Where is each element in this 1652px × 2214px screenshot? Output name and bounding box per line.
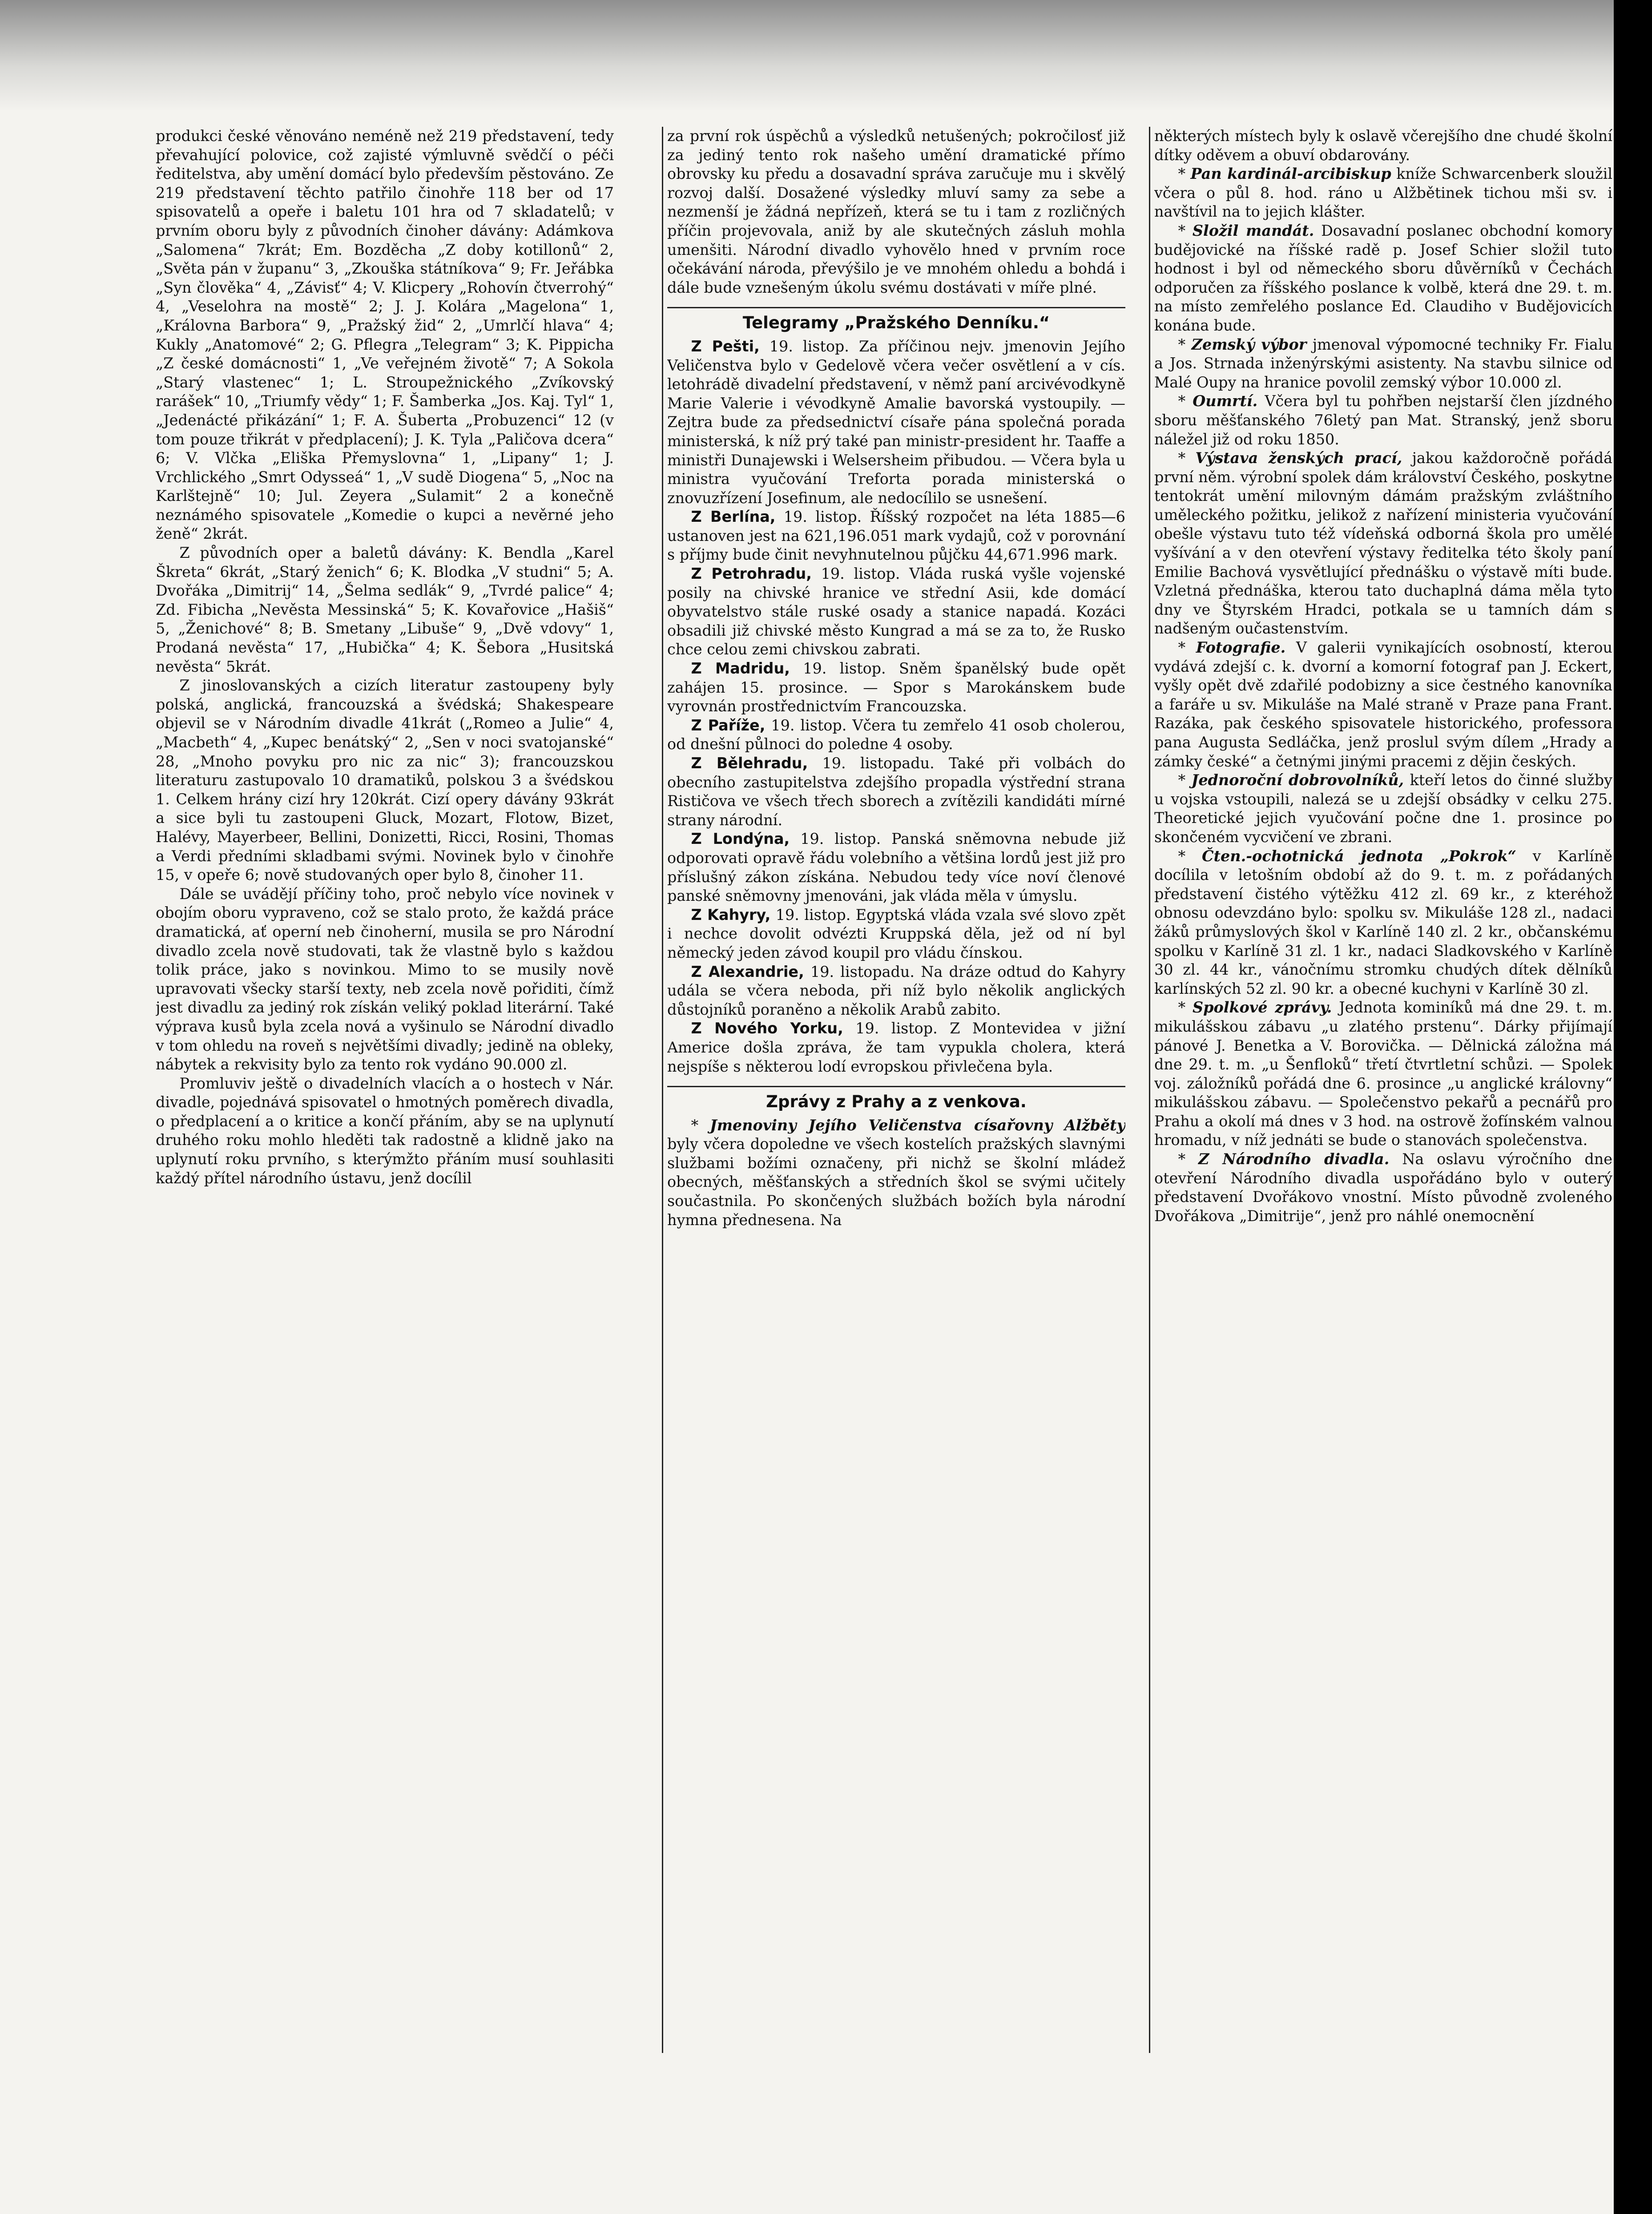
telegram-text: 19. listop. Z Montevidea v jižní Americe došla zpráva, že tam vypukla cholera, která nejspíše s některou lodí evropskou přivlečena byla.: [667, 1020, 1125, 1075]
page-scan-shadow: [0, 0, 1652, 111]
telegram-text: 19. listop. Vláda ruská vyšle vojenské posily na chivské hranice ve střední Asii, kde domácí obyvatelstvo stále ruské osady a stanice napadá. Kozáci obsadili již chivské město Kungrad a má se za to, že Rusko chce celou zemi chivskou zabrati.: [667, 565, 1125, 658]
telegram-text: 19. listop. Za příčinou nejv. jmenovin Jejího Veličenstva bylo v Gedelově včera večer osvětlení a v cís. letohrádě divadelní představení, v němž paní arcivévodkyně Marie Valerie i vévodkyně Amalie bavorská vystoupily. — Zejtra bude za předsednictví císaře pána společná porada ministerská, k níž prý také pan ministr-president hr. Taaffe a ministři Dunajewski i Welsersheim přibudou. — Včera byla u ministra vyučování Treforta porada ministerská o znovuzřízení Josefinum, ale nedocílilo se usnešení.: [667, 337, 1125, 507]
scan-edge: [1614, 0, 1652, 2214]
column-rule: [1149, 127, 1150, 2053]
telegram-text: 19. listop. Včera tu zemřelo 41 osob cholerou, od dnešní půlnoci do poledne 4 osoby.: [667, 716, 1125, 753]
news-item-text: Na oslavu výročního dne otevření Národního divadla uspořádáno bylo v outerý představení Dvořákovo vnostní. Místo původně zvoleného Dvořákova „Dimitrije“, jenž pro náhlé onemocnění: [1154, 1150, 1612, 1225]
telegram-city: Z Bělehradu,: [691, 754, 808, 772]
paragraph: některých místech byly k oslavě včerejšího dne chudé školní dítky oděvem a obuví obdarovány.: [1154, 127, 1612, 164]
column-3: [1154, 127, 1612, 2173]
news-item: * Složil mandát. Dosavadní poslanec obchodní komory budějovické na říšské radě p. Josef Schier složil tuto hodnost i byl od německého sboru důvěrníků v Čechách odporučen za říšského poslance k volbě, která dne 29. t. m. na místo zemřelého poslance Ed. Claudiho v Budějovicích konána bude.: [1154, 222, 1612, 334]
news-item-title: Z Národního divadla.: [1198, 1150, 1390, 1168]
news-item-text: byly včera dopoledne ve všech kostelích pražských slavnými službami božími označeny, při nichž se školní mládež obecných, měšťanských a středních škol se svými učitely součastnila. Po skončených službách božích byla národní hymna přednesena. Na: [667, 1135, 1125, 1229]
telegram-item: [667, 963, 1125, 1020]
telegram-city: Z Kahyry,: [691, 906, 771, 924]
telegram-city: Z Pešti,: [691, 337, 760, 355]
news-item: * Fotografie. V galerii vynikajících osobností, kterou vydává zdejší c. k. dvorní a komorní fotograf pan J. Eckert, vyšly opět dvě zdařilé podobizny a sice čestného kanovníka a faráře u sv. Mikuláše na Malé straně v Praze pana Frant. Razáka, pak českého spisovatele historického, professora pana Augusta Sedláčka, jenž proslul svým dílem „Hrady a zámky české“ a četnými jinými pracemi z dějin českých.: [1154, 639, 1612, 770]
telegram-item: [667, 659, 1125, 716]
news-item-title: Fotografie.: [1196, 639, 1286, 657]
news-item-text: Včera byl tu pohřben nejstarší člen jízdného sboru měšťanského 76letý pan Mat. Stranský, jenž sboru náležel již od roku 1850.: [1154, 392, 1612, 448]
news-item: * Oumrtí. Včera byl tu pohřben nejstarší člen jízdného sboru měšťanského 76letý pan Mat. Stranský, jenž sboru náležel již od roku 1850.: [1154, 392, 1612, 448]
telegram-text: 19. listop. Panská sněmovna nebude již odporovati opravě řádu volebního a většina lordů jest již pro příslušný zákon získána. Nebudou tedy více noví členové panské sněmovny jmenováni, jak vláda měla v úmyslu.: [667, 830, 1125, 905]
telegram-city: Z Berlína,: [691, 508, 776, 526]
news-item-title: Pan kardinál-arcibiskup: [1190, 165, 1391, 183]
news-item: * Pan kardinál-arcibiskup kníže Schwarcenberk sloužil včera o půl 8. hod. ráno u Alžbětinek tichou mši sv. i navštívil na to jejich klášter.: [1154, 165, 1612, 221]
telegram-heading: Telegramy „Pražského Denníku.“: [667, 307, 1125, 333]
news-item: * Čten.-ochotnická jednota „Pokrok“ v Karlíně docílila v letošním období až do 9. t. m. z pořádaných představení čistého výtěžku 412 zl. 69 kr., z kteréhož obnosu odevzdáno bylo: spolku sv. Mikuláše 128 zl., nadaci žáků průmyslových škol v Karlíně 140 zl. 2 kr., občanskému spolku v Karlíně 31 zl. 1 kr., nadaci Sladkovského v Karlíně 30 zl. 44 kr., vánočnímu stromku chudých dítek dělníků karlínských 52 zl. 90 kr. a obecné kuchyni v Karlíně 30 zl.: [1154, 847, 1612, 997]
telegram-item: [667, 565, 1125, 659]
news-heading: Zprávy z Prahy a z venkova.: [667, 1086, 1125, 1112]
telegram-item: [667, 906, 1125, 963]
news-item-text: Jednota kominíků má dne 29. t. m. mikulášskou zábavu „u zlatého prstenu“. Dárky přijímají pánové J. Benetka a V. Borovička. — Dělnická záložna má dne 29. t. m. „u Šenfloků“ třetí čtvrtletní schůzi. — Spolek voj. záložníků pořádá dne 6. prosince „u anglické královny“ mikulášskou zábavu. — Společenstvo pekařů a pecnářů pro Prahu a okolí má dnes v 3 hod. na ostrově žofínském valnou hromadu, v níž jednáti se bude o stanovách společenstva.: [1154, 999, 1612, 1149]
telegram-item: [667, 754, 1125, 830]
news-item: * Zemský výbor jmenoval výpomocné techniky Fr. Fialu a Jos. Strnada inženýrskými asistenty. Na stavbu silnice od Malé Oupy na hranice povolil zemský výbor 10.000 zl.: [1154, 335, 1612, 391]
news-item-text: kteří letos do činné služby u vojska vstoupili, nalezá se u zdejší obsádky v celku 275. Theoretické jejich vyučování počne dne 1. prosince po skončeném vycvičení ve zbrani.: [1154, 771, 1612, 846]
column-rule: [662, 127, 663, 2053]
news-item-title: Složil mandát.: [1192, 222, 1314, 239]
news-item-text: Dosavadní poslanec obchodní komory budějovické na říšské radě p. Josef Schier složil tuto hodnost i byl od německého sboru důvěrníků v Čechách odporučen za říšského poslance k volbě, která dne 29. t. m. na místo zemřelého poslance Ed. Claudiho v Budějovicích konána bude.: [1154, 222, 1612, 334]
telegram-text: 19. listopadu. Na dráze odtud do Kahyry udála se včera neboda, při níž bylo několik anglických důstojníků poraněno a několik Arabů zabito.: [667, 963, 1125, 1018]
telegram-item: [667, 508, 1125, 565]
telegram-city: Z Madridu,: [691, 660, 790, 678]
news-item-text: V galerii vynikajících osobností, kterou vydává zdejší c. k. dvorní a komorní fotograf pan J. Eckert, vyšly opět dvě zdařilé podobizny a sice čestného kanovníka a faráře u sv. Mikuláše na Malé straně v Praze pana Frant. Razáka, pak českého spisovatele historického, professora pana Augusta Sedláčka, jenž proslul svým dílem „Hrady a zámky české“ a četnými jinými pracemi z dějin českých.: [1154, 639, 1612, 770]
column-2: [667, 127, 1125, 2173]
news-list: [1154, 165, 1612, 1226]
news-item-title: Spolkové zprávy.: [1192, 999, 1332, 1016]
paragraph: za první rok úspěchů a výsledků netušených; pokročilosť již za jediný tento rok našeho umění dramatické přímo obrovsky ku předu a dosavadní správa zaručuje mu i skvělý rozvoj další. Dosažené výsledky mluví samy za sebe a nezmenší je žádná nepřízeň, která se tu i tam z rozličných příčin projevovala, aniž by ale skutečných zásluh mohla umenšiti. Národní divadlo vyhovělo hned v prvním roce očekávání národa, převýšilo je ve mnohém ohledu a bohdá i dále bude vznešeným úkolu svému dostávati v míře plné.: [667, 127, 1125, 296]
paragraph: Z jinoslovanských a cizích literatur zastoupeny byly polská, anglická, francouzská a švédská; Shakespeare objevil se v Národním divadle 41krát („Romeo a Julie“ 4, „Macbeth“ 4, „Kupec benátský“ 2, „Sen v noci svatojanské“ 28, „Mnoho povyku pro nic za nic“ 3); francouzskou literaturu zastupovalo 10 dramatiků, polskou 3 a švédskou 1. Celkem hrány cizí hry 120krát. Cizí opery dávány 93krát a sice byli tu zastoupeni Gluck, Mozart, Flotow, Bizet, Halévy, Mayerbeer, Bellini, Donizetti, Ricci, Rosini, Thomas a Verdi předními skladbami svými. Novinek bylo v činohře 15, v opeře 6; nově studovaných oper bylo 8, činoher 11.: [156, 677, 614, 884]
news-item-text: jmenoval výpomocné techniky Fr. Fialu a Jos. Strnada inženýrskými asistenty. Na stavbu silnice od Malé Oupy na hranice povolil zemský výbor 10.000 zl.: [1154, 335, 1612, 391]
telegram-city: Z Alexandrie,: [691, 963, 804, 980]
news-item-title: Oumrtí.: [1193, 392, 1258, 410]
telegram-item: [667, 337, 1125, 508]
telegram-text: 19. listop. Sněm španělský bude opět zahájen 15. prosince. — Spor s Marokánskem bude vyrovnán prostřednictvím Francouzska.: [667, 660, 1125, 715]
news-item: * Jmenoviny Jejího Veličenstva císařovny Alžběty byly včera dopoledne ve všech kostelích pražských slavnými službami božími označeny, při nichž se školní mládež obecných, měšťanských a středních škol se svými učitely součastnila. Po skončených službách božích byla národní hymna přednesena. Na: [667, 1116, 1125, 1229]
news-item: * Z Národního divadla. Na oslavu výročního dne otevření Národního divadla uspořádáno bylo v outerý představení Dvořákovo vnostní. Místo původně zvoleného Dvořákova „Dimitrije“, jenž pro náhlé onemocnění: [1154, 1150, 1612, 1225]
telegram-text: 19. listopadu. Také při volbách do obecního zastupitelstva zdejšího propadla výstřední strana Rističova ve všech třech sborech a zvítězili kandidáti mírné strany národní.: [667, 754, 1125, 829]
news-item-text: kníže Schwarcenberk sloužil včera o půl 8. hod. ráno u Alžbětinek tichou mši sv. i navštívil na to jejich klášter.: [1154, 165, 1612, 221]
news-item: * Jednoroční dobrovolníků, kteří letos do činné služby u vojska vstoupili, nalezá se u zdejší obsádky v celku 275. Theoretické jejich vyučování počne dne 1. prosince po skončeném vycvičení ve zbrani.: [1154, 771, 1612, 846]
telegram-text: 19. listop. Říšský rozpočet na léta 1885—6 ustanoven jest na 621,196.051 mark vydajů, což v porovnání s příjmy bude činit nevyhnutelnou půjčku 44,671.996 mark.: [667, 508, 1125, 564]
paragraph: Promluviv ještě o divadelních vlacích a o hostech v Nár. divadle, pojednává spisovatel o hmotných poměrech divadla, o předplacení a o kritice a končí přáním, aby se na uplynutí druhého roku mohlo hleděti tak radostně a klidně jako na uplynutí roku prvního, s kterýmžto přáním musí souhlasiti každý přítel národního ústavu, jenž docílil: [156, 1074, 614, 1187]
paragraph: Z původních oper a baletů dávány: K. Bendla „Karel Škreta“ 6krát, „Starý ženich“ 6; K. Blodka „V studni“ 5; A. Dvořáka „Dimitrij“ 14, „Šelma sedlák“ 9, „Tvrdé palice“ 4; Zd. Fibicha „Nevěsta Messinská“ 5; K. Kovařovice „Hašiš“ 5, „Ženichové“ 8; B. Smetany „Libuše“ 9, „Dvě vdovy“ 1, Prodaná nevěsta“ 17, „Hubička“ 4; K. Šebora „Husitská nevěsta“ 5krát.: [156, 544, 614, 675]
telegram-city: Z Londýna,: [691, 830, 790, 848]
telegram-city: Z Nového Yorku,: [691, 1020, 843, 1037]
news-item-title: Výstava ženských prací,: [1195, 449, 1402, 467]
telegram-list: [667, 337, 1125, 1076]
news-item-title: Jednoroční dobrovolníků,: [1191, 771, 1404, 789]
paragraph: Dále se uvádějí příčiny toho, proč nebylo více novinek v obojím oboru vypraveno, což se stalo proto, že každá práce dramatická, ať operní neb činoherní, musila se pro Národní divadlo zcela nově studovati, tak že vlastně bylo s každou tolik práce, jako s novinkou. Mimo to se musily nově upravovati všecky starší texty, neb zcela nově pořiditi, čímž jest divadlu za jediný rok získán veliký poklad literární. Také výprava kusů byla zcela nová a vyšinulo se Národní divadlo v tom ohledu na roveň s největšími divadly; jedině na obleky, nábytek a rekvisity bylo za tento rok vydáno 90.000 zl.: [156, 885, 614, 1073]
news-item-text: jakou každoročně pořádá první něm. výrobní spolek dám království Českého, poskytne tentokrát umění milovným dámám pražským zvláštního uměleckého požitku, jelikož z nařízení ministeria vyučování obešle výstavu tuto též vídeňská odborná škola pro umělé vyšívání a v den otevření výstavy ředitelka této školy paní Emilie Bachová vysvětlující přednášku o výstavě míti bude. Vzletná přednáška, kterou tato duchaplná dáma měla tyto dny ve Štyrském Hradci, potkala se u tamních dám s nadšeným oučastenstvím.: [1154, 449, 1612, 637]
telegram-city: Z Paříže,: [691, 716, 766, 734]
telegram-item: [667, 1019, 1125, 1076]
news-item-text: v Karlíně docílila v letošním období až do 9. t. m. z pořádaných představení čistého výtěžku 412 zl. 69 kr., z kteréhož obnosu odevzdáno bylo: spolku sv. Mikuláše 128 zl., nadaci žáků průmyslových škol v Karlíně 140 zl. 2 kr., občanskému spolku v Karlíně 31 zl. 1 kr., nadaci Sladkovského v Karlíně 30 zl. 44 kr., vánočnímu stromku chudých dítek dělníků karlínských 52 zl. 90 kr. a obecné kuchyni v Karlíně 30 zl.: [1154, 847, 1612, 997]
column-1: [156, 127, 614, 2173]
telegram-item: [667, 830, 1125, 905]
news-item-title: Jmenoviny Jejího Veličenstva císařovny Alžběty: [709, 1116, 1125, 1134]
news-item-title: Čten.-ochotnická jednota „Pokrok“: [1202, 847, 1516, 865]
news-item: * Spolkové zprávy. Jednota kominíků má dne 29. t. m. mikulášskou zábavu „u zlatého prstenu“. Dárky přijímají pánové J. Benetka a V. Borovička. — Dělnická záložna má dne 29. t. m. „u Šenfloků“ třetí čtvrtletní schůzi. — Spolek voj. záložníků pořádá dne 6. prosince „u anglické královny“ mikulášskou zábavu. — Společenstvo pekařů a pecnářů pro Prahu a okolí má dnes v 3 hod. na ostrově žofínském valnou hromadu, v níž jednáti se bude o stanovách společenstva.: [1154, 999, 1612, 1149]
telegram-item: [667, 716, 1125, 754]
news-item-title: Zemský výbor: [1191, 335, 1307, 353]
telegram-city: Z Petrohradu,: [691, 565, 812, 583]
telegram-text: 19. listop. Egyptská vláda vzala své slovo zpět i nechce dovolit odvézti Kruppská děla, jež od ní byl německý jeden závod koupil pro vládu čínskou.: [667, 906, 1125, 961]
paragraph: produkci české věnováno neméně než 219 představení, tedy převahující polovice, což zajisté výmluvně svědčí o péči ředitelstva, aby umění domácí bylo především pěstováno. Ze 219 představení těchto patřilo činohře 118 ber od 17 spisovatelů a opeře i baletu 101 hra od 7 skladatelů; v prvním oboru byly z původních činoher dávány: Adámkova „Salomena“ 7krát; Em. Bozděcha „Z doby kotillonů“ 2, „Světa pán v županu“ 3, „Zkouška státníkova“ 9; Fr. Jeřábka „Syn člověka“ 4, „Závisť“ 4; V. Klicpery „Rohovín čtverrohý“ 4, „Veselohra na mostě“ 2; J. J. Kolára „Magelona“ 1, „Královna Barbora“ 9, „Pražský žid“ 2, „Umrlčí hlava“ 4; Kukly „Anatomové“ 2; G. Pflegra „Telegram“ 3; K. Pippicha „Z české domácnosti“ 1, „Ve veřejném životě“ 7; A Sokola „Starý vlastenec“ 1; L. Stroupežnického „Zvíkovský rarášek“ 10, „Triumfy vědy“ 1; F. Šamberka „Jos. Kaj. Tyl“ 1, „Jedenácté přikázání“ 1; F. A. Šuberta „Probuzenci“ 12 (v tom pouze třikrát v předplacení); J. K. Tyla „Paličova dcera“ 6; V. Vlčka „Eliška Přemyslovna“ 1, „Lipany“ 1; J. Vrchlického „Smrt Odysseá“ 1, „V sudě Diogena“ 5, „Noc na Karlštejně“ 10; Jul. Zeyera „Sulamit“ 2 a konečně neznámého spisovatele „Komedie o kupci a nevěrné jeho ženě“ 2krát.: [156, 127, 614, 543]
news-item: * Výstava ženských prací, jakou každoročně pořádá první něm. výrobní spolek dám království Českého, poskytne tentokrát umění milovným dámám pražským zvláštního uměleckého požitku, jelikož z nařízení ministeria vyučování obešle výstavu tuto též vídeňská odborná škola pro umělé vyšívání a v den otevření výstavy ředitelka této školy paní Emilie Bachová vysvětlující přednášku o výstavě míti bude. Vzletná přednáška, kterou tato duchaplná dáma měla tyto dny ve Štyrském Hradci, potkala se u tamních dám s nadšeným oučastenstvím.: [1154, 449, 1612, 637]
